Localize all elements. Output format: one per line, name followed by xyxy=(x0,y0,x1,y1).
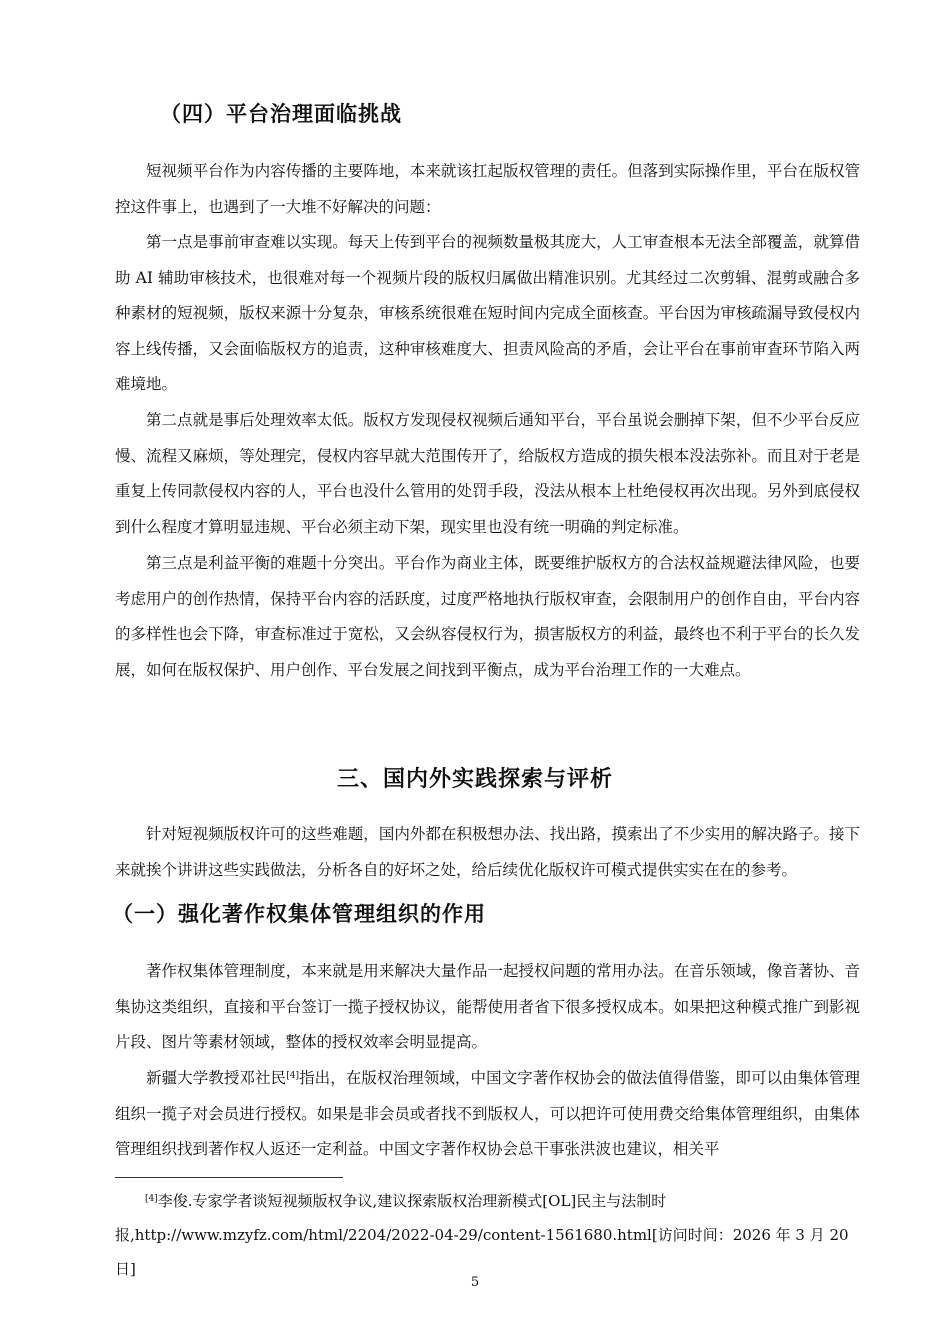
footnote-separator xyxy=(115,1177,343,1178)
paragraph-point-three: 第三点是利益平衡的难题十分突出。平台作为商业主体，既要维护版权方的合法权益规避法律风险，也要考虑用户的创作热情，保持平台内容的活跃度，过度严格地执行版权审查，会限制用户的创作自由，平台内容的多样性也会下降，审查标准过于宽松，又会纵容侵权行为，损害版权方的利益，最终也不利于平台的长久发展，如何在版权保护、用户创作、平台发展之间找到平衡点，成为平台治理工作的一大难点。 xyxy=(115,554,860,679)
paragraph-deng-body: 指出，在版权治理领域，中国文字著作权协会的做法值得借鉴，即可以由集体管理组织一揽子对会员进行授权。如果是非会员或者找不到版权人，可以把许可使用费交给集体管理组织，由集体管理组织找到著作权人返还一定利益。中国文字著作权协会总干事张洪波也建议，相关平 xyxy=(115,1069,860,1159)
paragraph-collective-system: 著作权集体管理制度，本来就是用来解决大量作品一起授权问题的常用办法。在音乐领域，像音著协、音集协这类组织，直接和平台签订一揽子授权协议，能帮使用者省下很多授权成本。如果把这种模式推广到影视片段、图片等素材领域，整体的授权效率会明显提高。 xyxy=(115,962,860,1052)
footnote-mark: [4] xyxy=(145,1194,158,1204)
chapter-heading-practice: 三、国内外实践探索与评析 xyxy=(336,767,613,792)
footnote-4 xyxy=(115,1184,860,1286)
section-heading-collective-management: （一）强化著作权集体管理组织的作用 xyxy=(112,902,486,926)
paragraph-point-two: 第二点就是事后处理效率太低。版权方发现侵权视频后通知平台，平台虽说会删掉下架，但不少平台反应慢、流程又麻烦，等处理完，侵权内容早就大范围传开了，给版权方造成的损失根本没法弥补。而且对于老是重复上传同款侵权内容的人，平台也没什么管用的处罚手段，没法从根本上杜绝侵权再次出现。另外到底侵权到什么程度才算明显违规、平台必须主动下架，现实里也没有统一明确的判定标准。 xyxy=(115,411,860,536)
footnote-reference-4[interactable]: [4] xyxy=(286,1071,299,1081)
paragraph-deng-lead: 新疆大学教授邓社民 xyxy=(146,1069,287,1087)
section-heading-platform-governance: （四）平台治理面临挑战 xyxy=(160,102,402,126)
paragraph-point-one: 第一点是事前审查难以实现。每天上传到平台的视频数量极其庞大，人工审查根本无法全部覆盖，就算借助 AI 辅助审核技术，也很难对每一个视频片段的版权归属做出精准识别。尤其经过二次剪辑、混剪或融合多种素材的短视频，版权来源十分复杂，审核系统很难在短时间内完成全面核查。平台因为审核疏漏导致侵权内容上线传播，又会面临版权方的追责，这种审核难度大、担责风险高的矛盾，会让平台在事前审查环节陷入两难境地。 xyxy=(115,233,860,394)
paragraph-chapter-intro: 针对短视频版权许可的这些难题，国内外都在积极想办法、找出路，摸索出了不少实用的解决路子。接下来就挨个讲讲这些实践做法，分析各自的好坏之处，给后续优化版权许可模式提供实实在在的参考。 xyxy=(115,825,860,879)
paragraph-deng-opinion xyxy=(115,1061,860,1168)
footnote-text: 李俊.专家学者谈短视频版权争议,建议探索版权治理新模式[OL]民主与法制时报,http://www.mzyfz.com/html/2204/2022-04-29/content-1561680.html[访问时间：2026 年 3 月 20 日] xyxy=(115,1192,849,1278)
paragraph-intro: 短视频平台作为内容传播的主要阵地，本来就该扛起版权管理的责任。但落到实际操作里，平台在版权管控这件事上，也遇到了一大堆不好解决的问题： xyxy=(115,162,860,216)
page-number: 5 xyxy=(470,1275,480,1290)
